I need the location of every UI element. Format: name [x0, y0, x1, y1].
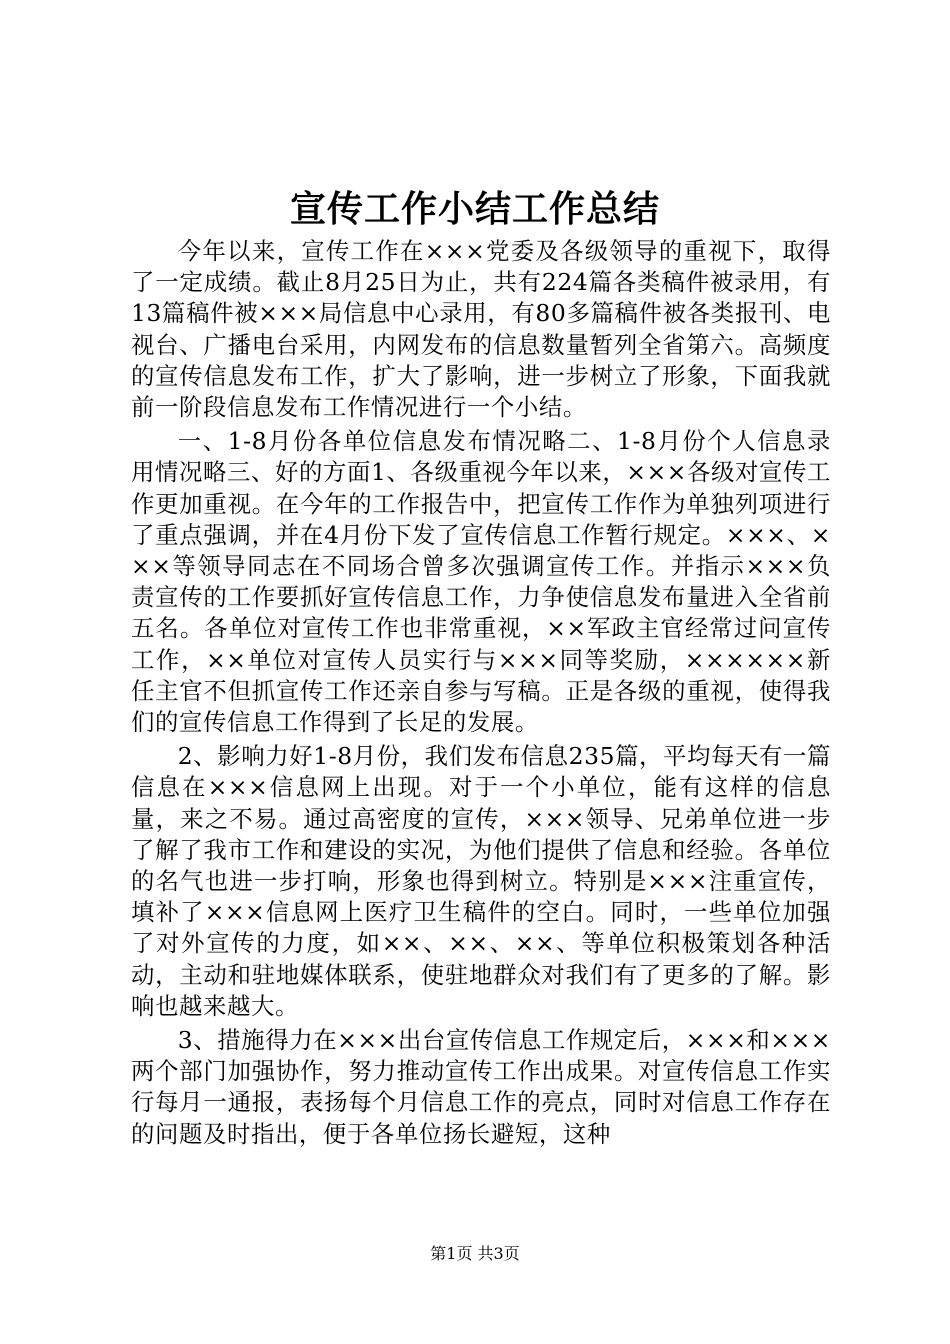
document-body: [131, 236, 831, 1150]
document-title: 宣传工作小结工作总结: [289, 188, 660, 230]
page-footer: 第1页 共3页: [430, 1244, 520, 1263]
paragraph-section-overview: 一、1-8月份各单位信息发布情况略二、1-8月份个人信息录用情况略三、好的方面1、各级重视今年以来，×××各级对宣传工作更加重视。在今年的工作报告中，把宣传工作作为单独列项进行了重点强调，并在4月份下发了宣传信息工作暂行规定。×××、×××等领导同志在不同场合曾多次强调宣传工作。并指示×××负责宣传的工作要抓好宣传信息工作，力争使信息发布量进入全省前五名。各单位对宣传工作也非常重视，××军政主官经常过问宣传工作，××单位对宣传人员实行与×××同等奖励，××××××新任主官不但抓宣传工作还亲自参与写稿。正是各级的重视，使得我们的宣传信息工作得到了长足的发展。: [131, 427, 831, 737]
paragraph-intro: 今年以来，宣传工作在×××党委及各级领导的重视下，取得了一定成绩。截止8月25日为止，共有224篇各类稿件被录用，有13篇稿件被×××局信息中心录用，有80多篇稿件被各类报刊、电视台、广播电台采用，内网发布的信息数量暂列全省第六。高频度的宣传信息发布工作，扩大了影响，进一步树立了形象，下面我就前一阶段信息发布工作情况进行一个小结。: [131, 237, 831, 422]
paragraph-influence: 2、影响力好1-8月份，我们发布信息235篇，平均每天有一篇信息在×××信息网上出现。对于一个小单位，能有这样的信息量，来之不易。通过高密度的宣传，×××领导、兄弟单位进一步了解了我市工作和建设的实况，为他们提供了信息和经验。各单位的名气也进一步打响，形象也得到树立。特别是×××注重宣传，填补了×××信息网上医疗卫生稿件的空白。同时，一些单位加强了对外宣传的力度，如××、××、××、等单位积极策划各种活动，主动和驻地媒体联系，使驻地群众对我们有了更多的了解。影响也越来越大。: [131, 742, 832, 1020]
paragraph-measures: 3、措施得力在×××出台宣传信息工作规定后，×××和×××两个部门加强协作，努力推动宣传工作出成果。对宣传信息工作实行每月一通报，表扬每个月信息工作的亮点，同时对信息工作存在的问题及时指出，便于各单位扬长避短，这种: [131, 1026, 831, 1148]
